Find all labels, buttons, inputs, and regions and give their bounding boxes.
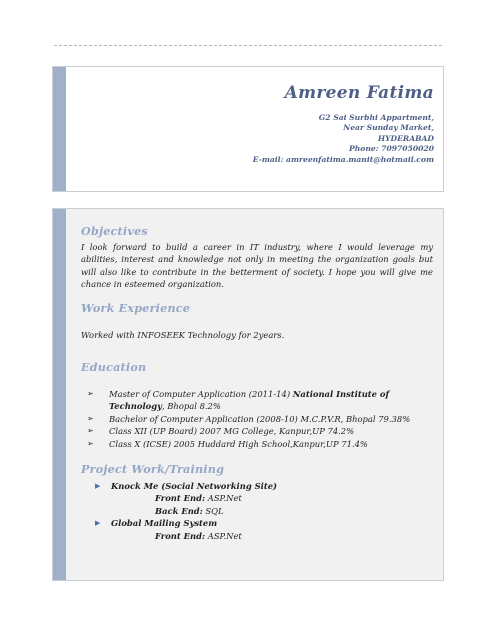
education-item [81, 388, 433, 413]
resume-body [52, 208, 444, 581]
arrow-bullet-icon: ➢ [87, 438, 94, 448]
email-label: E-mail: [252, 154, 284, 164]
email-address: amreenfatima.manit@hotmail.com [286, 154, 434, 164]
education-text: Bachelor of Computer Application (2008-10) M.C.P.V.R, Bhopal 79.38% [109, 413, 411, 424]
education-text: Class X (ICSE) 2005 Huddard High School,Kanpur,UP 71.4% [109, 438, 368, 449]
education-text: Master of Computer Application (2011-14) [109, 389, 293, 400]
project-front-end [81, 530, 433, 542]
project-list [81, 480, 433, 542]
contact-details [253, 113, 434, 165]
work-experience-text: Worked with INFOSEEK Technology for 2years. [81, 329, 285, 340]
top-divider [54, 45, 442, 46]
address-line: G2 Sai Surbhi Appartment, [318, 113, 434, 122]
address-line: HYDERABAD [377, 133, 434, 143]
project-item [81, 480, 433, 492]
project-back-end [81, 505, 433, 517]
project-item [81, 517, 433, 529]
front-end-label: Front End: [155, 530, 206, 541]
education-item [81, 425, 433, 437]
project-front-end [81, 492, 433, 504]
education-score: , Bhopal 8.2% [161, 401, 221, 412]
arrow-bullet-icon: ➢ [87, 389, 94, 399]
email-line [253, 155, 434, 165]
work-experience-heading: Work Experience [81, 300, 191, 315]
education-list [81, 388, 433, 450]
phone-line [253, 144, 434, 154]
front-end-label: Front End: [155, 493, 206, 504]
triangle-bullet-icon: ▶ [95, 482, 101, 491]
phone-number: 7097050020 [381, 144, 434, 154]
candidate-name: Amreen Fatima [284, 83, 434, 103]
education-item [81, 413, 433, 425]
education-text: Class XII (UP Board) 2007 MG College, Kanpur,UP 74.2% [109, 426, 355, 437]
education-item [81, 438, 433, 450]
contact-header [52, 66, 444, 192]
project-title: Global Mailing System [111, 518, 218, 529]
arrow-bullet-icon: ➢ [87, 413, 94, 423]
arrow-bullet-icon: ➢ [87, 426, 94, 436]
project-heading: Project Work/Training [81, 462, 225, 477]
front-end-value: ASP.Net [207, 493, 242, 504]
project-title: Knock Me (Social Networking Site) [111, 481, 277, 492]
education-heading: Education [81, 360, 147, 375]
objectives-text: I look forward to build a career in IT industry, where I would leverage my abilities, interest and knowledge not only in meeting the organization goals but will also like to contribute in the betterment of society. I hope you will give me chance in esteemed organization. [81, 242, 433, 290]
body-accent-bar [53, 209, 66, 580]
address-line: Near Sunday Market, [343, 123, 434, 133]
triangle-bullet-icon: ▶ [95, 519, 101, 528]
front-end-value: ASP.Net [207, 530, 242, 541]
header-accent-bar [53, 67, 66, 191]
objectives-heading: Objectives [81, 224, 148, 238]
resume-content [81, 223, 433, 542]
education-institute: National Institute of Technology [109, 389, 390, 412]
phone-label: Phone: [349, 144, 379, 154]
back-end-label: Back End: [155, 505, 203, 516]
back-end-value: SQL [205, 505, 224, 516]
